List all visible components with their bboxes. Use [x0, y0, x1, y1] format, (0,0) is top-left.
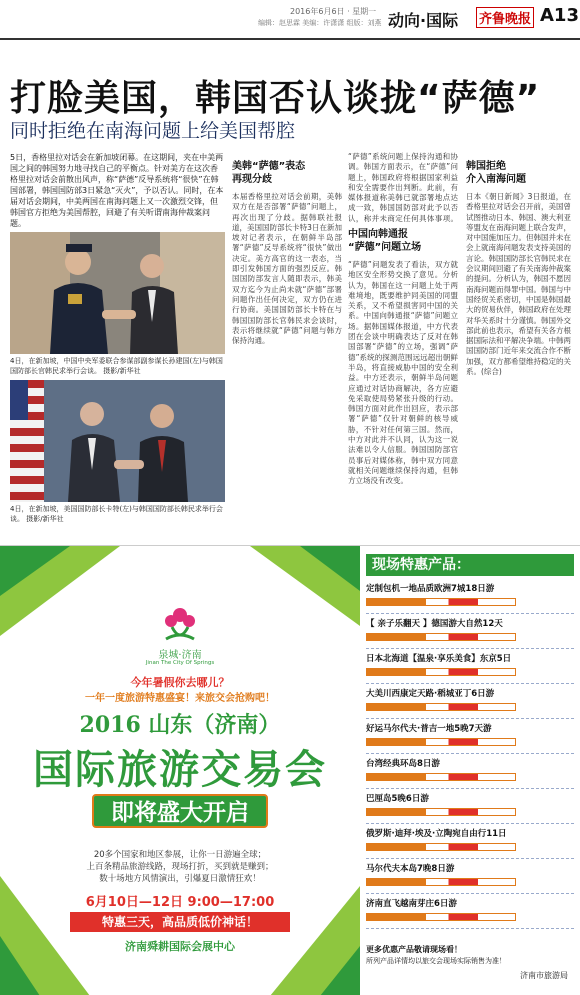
section-heading-1: [232, 160, 342, 186]
deal-item: [366, 722, 574, 754]
deal-item: [366, 792, 574, 824]
deal-price-bar: [366, 633, 516, 641]
deals-footer-1: 更多优惠产品敬请现场看！: [366, 945, 462, 954]
article-column-1: 本届香格里拉对话会前期，美韩双方在是否部署“萨德”问题上，再次出现了分歧。据韩联社报道，美国国防部长卡特3日在新加坡对记者表示，在朝鲜半岛部署“萨德”反导系统将“很快”做出决定。美方高官的这一表态，当即引发韩国方面的强烈反应。韩国国防部发言人随即表示，韩美双方迄今为止尚未就“萨德”部署问题作出任何决定，双方仍在进行协商。美国国防部长卡特在与韩国国防部长官韩民求会谈时，表示将继续就“萨德”问题与韩方保持沟通。: [232, 192, 342, 346]
ad-desc-3: 数十场地方风情演出，引爆夏日激情狂欢！: [99, 874, 261, 884]
page-number: A13: [540, 5, 579, 26]
article-column-3: “萨德”问题发表了看法，双方就地区安全形势交换了意见。分析认为，韩国在这一问题上处于两难境地，既要维护同美国的同盟关系，又不希望损害同中国的关系。中国向韩通报“萨德”问题立场。据韩国媒体报道，中方代表团在会谈中明确表达了反对在韩国部署“萨德”的立场，强调“萨德”系统的探测范围远远超出朝鲜半岛，将直接威胁中国的安全利益。中方还表示，朝鲜半岛问题应通过对话协商解决，各方应避免采取使局势紧张升级的行动。韩国方面对此作出回应，表示部署“萨德”仅针对朝鲜的核导威胁，不针对任何第三国。然而，中方对此并不认同，认为这一说法难以令人信服。韩国国防部官员事后对媒体称，韩中双方同意就相关问题继续保持沟通，但韩方立场没有改变。: [348, 260, 458, 486]
deal-price-bar: [366, 808, 516, 816]
photo2-caption: 4日，在新加坡，美国国防部长卡特(左)与韩国国防部长韩民求举行会谈。 摄影/新华社: [10, 505, 223, 523]
article-column-2: “萨德”系统问题上保持沟通和协调。韩国方面表示，在“萨德”问题上，韩国政府将根据国家利益和安全需要作出判断。此前，有媒体报道称美韩已就部署地点达成一致，韩国国防部对此予以否认，称并未商定任何具体事项。: [348, 152, 458, 223]
photo-carter-han-meeting: [10, 380, 225, 502]
issue-date: 2016年6月6日 · 星期一: [290, 7, 377, 16]
ad-desc-1: 20多个国家和地区参展，让你一日游遍全球；: [93, 850, 267, 860]
deal-title: 【 亲子乐翻天 】德国游大自然12天: [366, 619, 503, 629]
lead-paragraph: 5日，香格里拉对话会在新加坡闭幕。在这期间，夹在中美两国之间的韩国努力地寻找自己的平衡点。针对美方在这次香格里拉对话会前散出风声，称“萨德”反导系统将“很快”在韩国部署，韩国国防部3日紧急“灭火”，予以否认。同时，在本届对话会期间，中美两国在南海问题上又一次激烈交锋，但韩国官方拒绝为美国帮腔，回避了有关听谓南海仲裁案问题。: [10, 153, 224, 228]
deal-item: [366, 757, 574, 789]
deal-title: 巴厘岛5晚6日游: [366, 794, 429, 804]
ad-slogan-1: 今年暑假你去哪儿？: [130, 676, 230, 689]
deals-list: [366, 582, 574, 932]
section1-title-line2: 再现分歧: [232, 174, 272, 185]
deal-item: [366, 897, 574, 929]
section3-title-line1: 韩国拒绝: [466, 161, 506, 172]
ad-sponsor: 济南市旅游局: [520, 971, 568, 980]
deal-title: 定制包机一地品质欧洲7城18日游: [366, 584, 495, 594]
ad-red-banner: 特惠三天，高品质低价神话！: [70, 912, 290, 932]
deal-title: 马尔代夫本岛7晚8日游: [366, 864, 455, 874]
section2-title-line1: 中国向韩通报: [348, 229, 408, 240]
section-heading-3: [466, 160, 571, 186]
deal-price-bar: [366, 878, 516, 886]
ad-main-title: 国际旅游交易会: [33, 746, 327, 793]
deal-title: 台湾经典环岛8日游: [366, 759, 440, 769]
deal-title: 俄罗斯·迪拜·埃及·立陶宛自由行11日: [366, 829, 507, 839]
ad-venue: 济南舜耕国际会展中心: [125, 940, 235, 953]
deal-title: 大美川西康定天路·稻城亚丁6日游: [366, 689, 495, 699]
ad-dates: 6月10日—12日 9:00—17:00: [85, 895, 275, 910]
deal-price-bar: [366, 913, 516, 921]
ad-promo-panel: [0, 546, 360, 995]
section-name: 动向·国际: [388, 11, 459, 30]
ad-desc-2: 上百条精品旅游线路，现场打折，买到就是赚到；: [86, 862, 274, 872]
deal-item: [366, 827, 574, 859]
deal-price-bar: [366, 773, 516, 781]
section2-title-line2: “萨德”问题立场: [348, 242, 422, 253]
tourism-fair-advertisement: [0, 545, 580, 995]
ad-banner: 即将盛大开启: [92, 794, 268, 828]
deal-item: [366, 582, 574, 614]
ad-logo-text: 泉城·济南: [158, 650, 202, 661]
headline: 打脸美国，韩国否认谈拢“萨德”: [10, 78, 541, 119]
deal-price-bar: [366, 668, 516, 676]
deal-item: [366, 652, 574, 684]
deal-title: 日本北海道【温泉·享乐美食】东京5日: [366, 654, 512, 664]
editors-line: 编辑：赵思霖 美编：许潇潇 组版：刘燕: [258, 19, 382, 27]
deal-title: 济南直飞越南芽庄6日游: [366, 899, 457, 909]
section-heading-2: [348, 228, 458, 254]
newspaper-logo: 齐鲁晚报: [476, 7, 534, 28]
photo1-caption: 4日，在新加坡，中国中央军委联合参谋部副参谋长孙建国(左)与韩国国防部长官韩民求举行会谈。 摄影/新华社: [10, 357, 223, 375]
deal-price-bar: [366, 598, 516, 606]
section1-title-line1: 美韩“萨德”表态: [232, 161, 306, 172]
deals-title: 现场特惠产品：: [366, 554, 574, 576]
ad-logo-en: Jinan The City Of Springs: [145, 660, 215, 666]
deal-title: 好运马尔代夫·普吉一地5晚7天游: [366, 724, 492, 734]
article-column-4: 日本《朝日新闻》3日报道，在香格里拉对话会召开前，美国曾试图推动日本、韩国、澳大利亚等盟友在南海问题上联合发声，对中国施加压力。但韩国并未在会上就南海问题发表支持美国的言论。韩国国防部长官韩民求在会议期间回避了有关南海仲裁案的提问。分析认为，韩国不愿因南海问题而得罪中国。韩国与中国经贸关系密切，中国是韩国最大的贸易伙伴，韩国政府在处理对华关系时十分谨慎。韩国外交部此前也表示，希望有关各方根据国际法和平解决争端。中韩两国国防部门近年来交流合作不断加强，双方都希望维持稳定的关系。(综合): [466, 192, 571, 377]
page-header: [0, 0, 580, 40]
ad-deals-panel: [360, 546, 580, 995]
deal-price-bar: [366, 738, 516, 746]
deal-price-bar: [366, 843, 516, 851]
deals-footer-2: 所列产品详情均以旅交会现场实际销售为准！: [366, 957, 506, 965]
photo-sun-han-meeting: [10, 232, 225, 354]
deal-item: [366, 862, 574, 894]
subheadline: 同时拒绝在南海问题上给美国帮腔: [10, 120, 296, 142]
ad-year-title: 2016 山东（济南）: [79, 712, 281, 738]
ad-slogan-2: 一年一度旅游特惠盛宴！来旅交会抢购吧！: [85, 693, 275, 704]
deal-item: [366, 617, 574, 649]
section3-title-line2: 介入南海问题: [466, 174, 526, 185]
deal-price-bar: [366, 703, 516, 711]
deal-item: [366, 687, 574, 719]
